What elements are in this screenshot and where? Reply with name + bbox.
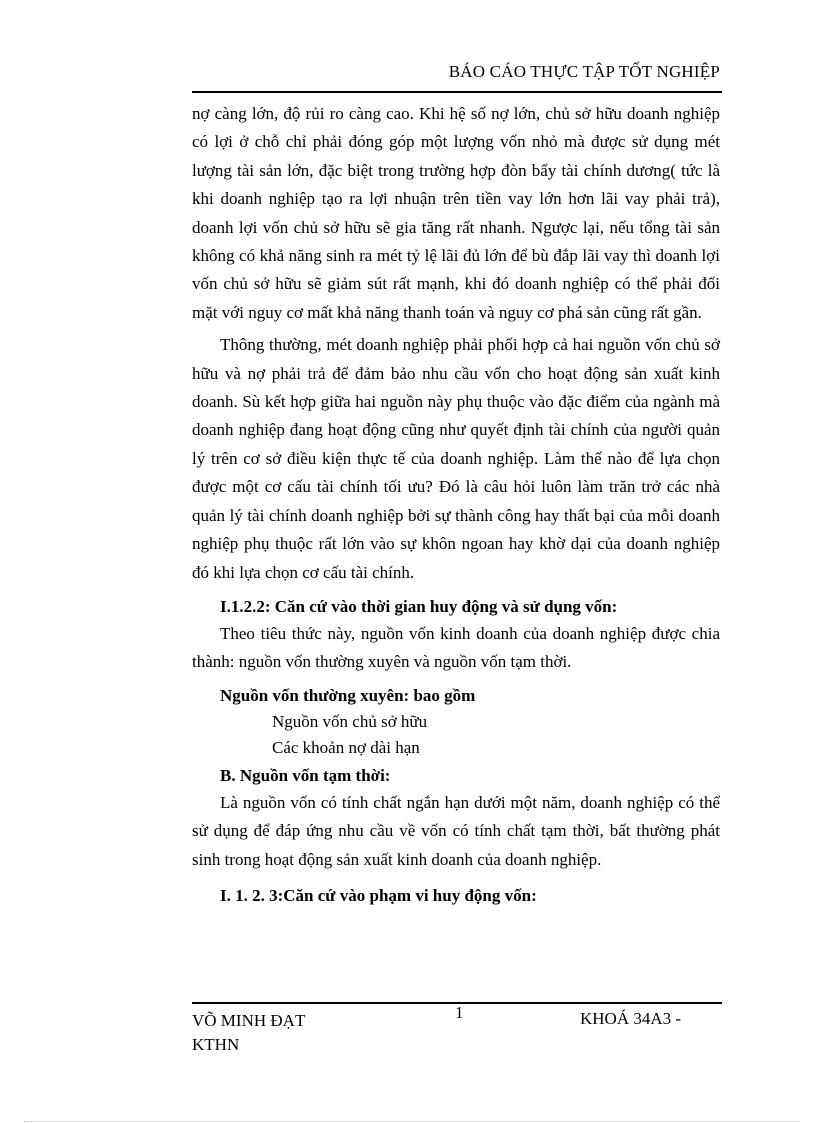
subheading-permanent-capital: Nguồn vốn thường xuyên: bao gồm — [220, 685, 476, 705]
paragraph-1: nợ càng lớn, độ rủi ro càng cao. Khi hệ số nợ lớn, chủ sở hữu doanh nghiệp có lợi ở chỗ chỉ phải đóng góp một lượng vốn nhỏ mà được sử dụng mét lượng tài sản lớn, đặc biệt trong trường hợp đòn bẩy tài chính dương( tức là khi doanh nghiệp tạo ra lợi nhuận trên tiền vay lớn hơn lãi vay phải trả), doanh lợi vốn chủ sở hữu sẽ gia tăng rất nhanh. Ngược lại, nếu tổng tài sản không có khả năng sinh ra mét tỷ lệ lãi đủ lớn để bù đắp lãi vay thì doanh lợi vốn chủ sở hữu sẽ giảm sút rất mạnh, khi đó doanh nghiệp có thể phải đối mặt với nguy cơ mất khả năng thanh toán và nguy cơ phá sản cũng rất gần. — [192, 104, 720, 322]
footer-author: VÕ MINH ĐẠT KTHN — [192, 1011, 306, 1054]
header-divider — [192, 91, 722, 93]
paragraph-4: Là nguồn vốn có tính chất ngắn hạn dưới một năm, doanh nghiệp có thể sử dụng để đáp ứng nhu cầu về vốn có tính chất tạm thời, bất thường phát sinh trong hoạt động sản xuất kinh doanh của doanh nghiệp. — [192, 792, 720, 869]
header-title: BÁO CÁO THỰC TẬP TỐT NGHIỆP — [448, 62, 720, 81]
list-item: Các khoản nợ dài hạn — [272, 737, 420, 757]
document-body — [192, 100, 720, 909]
page-bottom-dotted-line — [24, 1121, 800, 1122]
subheading-temporary-capital: B. Nguồn vốn tạm thời: — [220, 765, 391, 785]
paragraph-2: Thông thường, mét doanh nghiệp phải phối hợp cả hai nguồn vốn chủ sở hữu và nợ phải trả để đảm bảo nhu cầu vốn cho hoạt động sản xuất kinh doanh. Sù kết hợp giữa hai nguồn này phụ thuộc vào đặc điểm của ngành mà doanh nghiệp đang hoạt động cũng như quyết định tài chính của người quản lý trên cơ sở điều kiện thực tế của doanh nghiệp. Làm thế nào để lựa chọn được một cơ cấu tài chính tối ưu? Đó là câu hỏi luôn làm trăn trở các nhà quản lý tài chính doanh nghiệp bởi sự thành công hay thất bại của mỗi doanh nghiệp phụ thuộc rất lớn vào sự khôn ngoan hay khờ dại của doanh nghiệp đó khi lựa chọn cơ cấu tài chính. — [192, 335, 720, 582]
paragraph-3: Theo tiêu thức này, nguồn vốn kinh doanh của doanh nghiệp được chia thành: nguồn vốn thường xuyên và nguồn vốn tạm thời. — [192, 623, 720, 672]
page-number: 1 — [455, 1003, 464, 1022]
section-heading-2: I. 1. 2. 3:Căn cứ vào phạm vi huy động vốn: — [220, 885, 537, 905]
list-item: Nguồn vốn chủ sở hữu — [272, 711, 428, 731]
section-heading: I.1.2.2: Căn cứ vào thời gian huy động và sử dụng vốn: — [220, 596, 618, 616]
footer-course: KHOÁ 34A3 - — [580, 1009, 682, 1028]
